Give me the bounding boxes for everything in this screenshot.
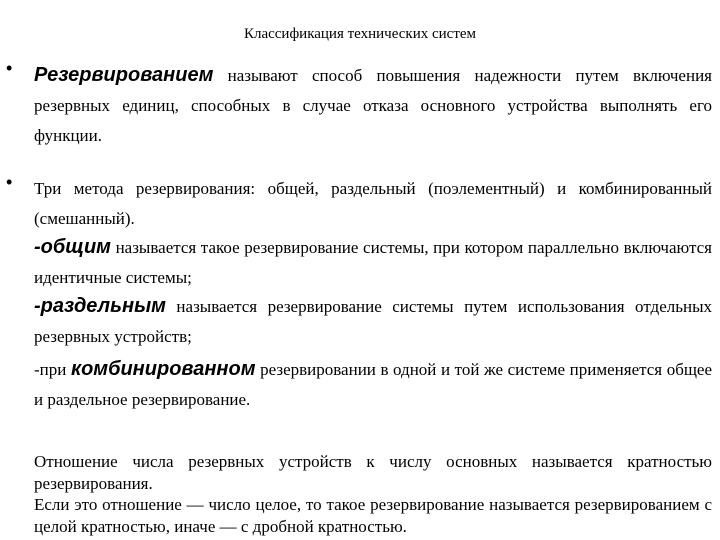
reservation-definition-text: называют способ повышения надежности путем включения резервных единиц, способных в случае отказа основного устройства выполнять его функции. <box>34 66 712 145</box>
bullet-marker-1: • <box>6 58 13 78</box>
term-general: -общим <box>34 236 111 258</box>
definition-separate <box>34 291 712 352</box>
term-separate: -раздельным <box>34 295 166 317</box>
note-multiplicity <box>34 451 712 495</box>
definition-separate-text: называется резервирование системы путем использования отдельных резервных устройств; <box>34 297 712 346</box>
definition-combined-prefix: -при <box>34 360 67 379</box>
bullet-reservation-definition <box>34 60 712 151</box>
definition-general <box>34 232 712 293</box>
bullet-three-methods <box>34 174 712 234</box>
three-methods-text: Три метода резервирования: общей, раздельный (поэлементный) и комбинированный (смешанный). <box>34 179 712 228</box>
note-multiplicity-text: Отношение числа резервных устройств к числу основных называется кратностью резервирования. <box>34 452 712 493</box>
slide-title: Классификация технических систем <box>243 26 477 42</box>
definition-general-text: называется такое резервирование системы, при котором параллельно включаются идентичные системы; <box>34 238 712 287</box>
term-reservation: Резервированием <box>34 64 214 86</box>
note-integer-fractional-text: Если это отношение — число целое, то такое резервирование называется резервированием с целой кратностью, иначе — с дробной кратностью. <box>34 495 712 536</box>
term-combined: комбинированном <box>70 358 256 380</box>
note-integer-fractional <box>34 494 712 538</box>
definition-combined-text: резервировании в одной и той же системе применяется общее и раздельное резервирование. <box>34 360 713 409</box>
definition-combined <box>34 354 712 415</box>
bullet-marker-2: • <box>6 172 13 192</box>
